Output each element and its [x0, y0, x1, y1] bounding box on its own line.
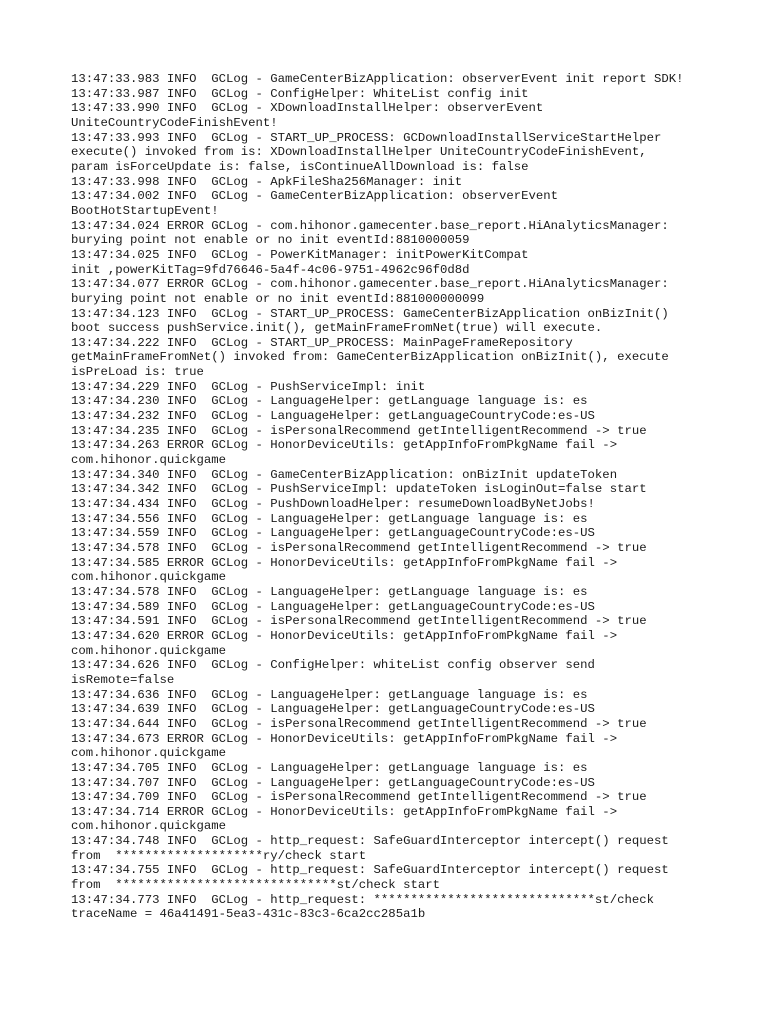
log-line: 13:47:34.578 INFO GCLog - isPersonalRecommend getIntelligentRecommend -> true [71, 541, 647, 555]
log-line: 13:47:34.748 INFO GCLog - http_request: SafeGuardInterceptor intercept() request [71, 834, 669, 849]
log-line: UniteCountryCodeFinishEvent! [71, 115, 278, 130]
log-line: 13:47:34.626 INFO GCLog - ConfigHelper: whiteList config observer send [71, 658, 595, 673]
log-line: execute() invoked from is: XDownloadInstallHelper UniteCountryCodeFinishEvent, [71, 145, 647, 160]
log-line: traceName = 46a41491-5ea3-431c-83c3-6ca2cc285a1b [71, 907, 426, 922]
log-line: 13:47:34.235 INFO GCLog - isPersonalRecommend getIntelligentRecommend -> true [71, 423, 647, 438]
log-line: isRemote=false [71, 672, 175, 687]
log-line: 13:47:34.578 INFO GCLog - LanguageHelper: getLanguage language is: es [71, 584, 588, 599]
log-line: 13:47:33.998 INFO GCLog - ApkFileSha256Manager: init [71, 174, 463, 189]
log-line: com.hihonor.quickgame [71, 643, 226, 658]
log-line: 13:47:34.229 INFO GCLog - PushServiceImpl: init [71, 379, 426, 394]
log-line: 13:47:33.990 INFO GCLog - XDownloadInstallHelper: observerEvent [71, 101, 544, 116]
log-line: com.hihonor.quickgame [71, 453, 226, 468]
log-line: 13:47:34.434 INFO GCLog - PushDownloadHelper: resumeDownloadByNetJobs! [71, 497, 595, 512]
log-line: 13:47:34.230 INFO GCLog - LanguageHelper: getLanguage language is: es [71, 394, 588, 409]
log-line: 13:47:34.673 ERROR GCLog - HonorDeviceUtils: getAppInfoFromPkgName fail -> [71, 731, 618, 746]
log-line: 13:47:33.993 INFO GCLog - START_UP_PROCESS: GCDownloadInstallServiceStartHelper [71, 130, 662, 145]
log-line: 13:47:33.983 INFO GCLog - GameCenterBizApplication: observerEvent init report SDK! [71, 72, 684, 86]
log-line: burying point not enable or no init eventId:881000000099 [71, 291, 485, 306]
log-line: getMainFrameFromNet() invoked from: GameCenterBizApplication onBizInit(), execute [71, 350, 669, 365]
log-line: 13:47:34.025 INFO GCLog - PowerKitManager: initPowerKitCompat [71, 247, 529, 262]
log-line: from ******************************st/check start [71, 878, 440, 893]
log-line: 13:47:34.340 INFO GCLog - GameCenterBizApplication: onBizInit updateToken [71, 467, 618, 482]
log-line: 13:47:34.705 INFO GCLog - LanguageHelper: getLanguage language is: es [71, 760, 588, 775]
log-line: boot success pushService.init(), getMainFrameFromNet(true) will execute. [71, 321, 603, 336]
log-line: 13:47:34.714 ERROR GCLog - HonorDeviceUtils: getAppInfoFromPkgName fail -> [71, 804, 618, 819]
log-line: 13:47:34.591 INFO GCLog - isPersonalRecommend getIntelligentRecommend -> true [71, 614, 647, 629]
log-line: 13:47:34.556 INFO GCLog - LanguageHelper: getLanguage language is: es [71, 511, 588, 526]
log-line: 13:47:34.585 ERROR GCLog - HonorDeviceUtils: getAppInfoFromPkgName fail -> [71, 555, 618, 570]
log-line: isPreLoad is: true [71, 365, 204, 380]
log-line: 13:47:34.644 INFO GCLog - isPersonalRecommend getIntelligentRecommend -> true [71, 716, 647, 731]
log-text-block [71, 72, 711, 922]
log-line: 13:47:34.222 INFO GCLog - START_UP_PROCESS: MainPageFrameRepository [71, 335, 573, 350]
log-line: 13:47:34.024 ERROR GCLog - com.hihonor.gamecenter.base_report.HiAnalyticsManager: [71, 218, 669, 233]
log-line: 13:47:34.077 ERROR GCLog - com.hihonor.gamecenter.base_report.HiAnalyticsManager: [71, 277, 669, 292]
log-line: 13:47:34.559 INFO GCLog - LanguageHelper: getLanguageCountryCode:es-US [71, 526, 595, 541]
log-line: 13:47:34.002 INFO GCLog - GameCenterBizApplication: observerEvent [71, 189, 559, 204]
log-line: init ,powerKitTag=9fd76646-5a4f-4c06-9751-4962c96f0d8d [71, 262, 470, 277]
log-line: BootHotStartupEvent! [71, 203, 219, 218]
log-line: com.hihonor.quickgame [71, 819, 226, 834]
log-line: 13:47:34.639 INFO GCLog - LanguageHelper: getLanguageCountryCode:es-US [71, 702, 595, 717]
log-line: 13:47:34.123 INFO GCLog - START_UP_PROCESS: GameCenterBizApplication onBizInit() [71, 306, 669, 321]
log-line: 13:47:34.342 INFO GCLog - PushServiceImpl: updateToken isLoginOut=false start [71, 482, 647, 497]
log-line: 13:47:34.709 INFO GCLog - isPersonalRecommend getIntelligentRecommend -> true [71, 790, 647, 805]
log-line: burying point not enable or no init eventId:8810000059 [71, 233, 470, 248]
log-line: com.hihonor.quickgame [71, 570, 226, 585]
log-line: 13:47:34.773 INFO GCLog - http_request: ******************************st/check [71, 892, 654, 907]
log-line: 13:47:34.620 ERROR GCLog - HonorDeviceUtils: getAppInfoFromPkgName fail -> [71, 628, 618, 643]
log-line: param isForceUpdate is: false, isContinueAllDownload is: false [71, 159, 529, 174]
log-line: 13:47:34.589 INFO GCLog - LanguageHelper: getLanguageCountryCode:es-US [71, 599, 595, 614]
log-line: 13:47:34.263 ERROR GCLog - HonorDeviceUtils: getAppInfoFromPkgName fail -> [71, 438, 618, 453]
log-line: 13:47:34.755 INFO GCLog - http_request: SafeGuardInterceptor intercept() request [71, 863, 669, 878]
log-line: 13:47:34.707 INFO GCLog - LanguageHelper: getLanguageCountryCode:es-US [71, 775, 595, 790]
log-line: 13:47:34.636 INFO GCLog - LanguageHelper: getLanguage language is: es [71, 687, 588, 702]
log-line: 13:47:33.987 INFO GCLog - ConfigHelper: WhiteList config init [71, 86, 529, 101]
log-line: com.hihonor.quickgame [71, 746, 226, 761]
log-line: from ********************ry/check start [71, 848, 367, 863]
log-line: 13:47:34.232 INFO GCLog - LanguageHelper: getLanguageCountryCode:es-US [71, 409, 595, 424]
